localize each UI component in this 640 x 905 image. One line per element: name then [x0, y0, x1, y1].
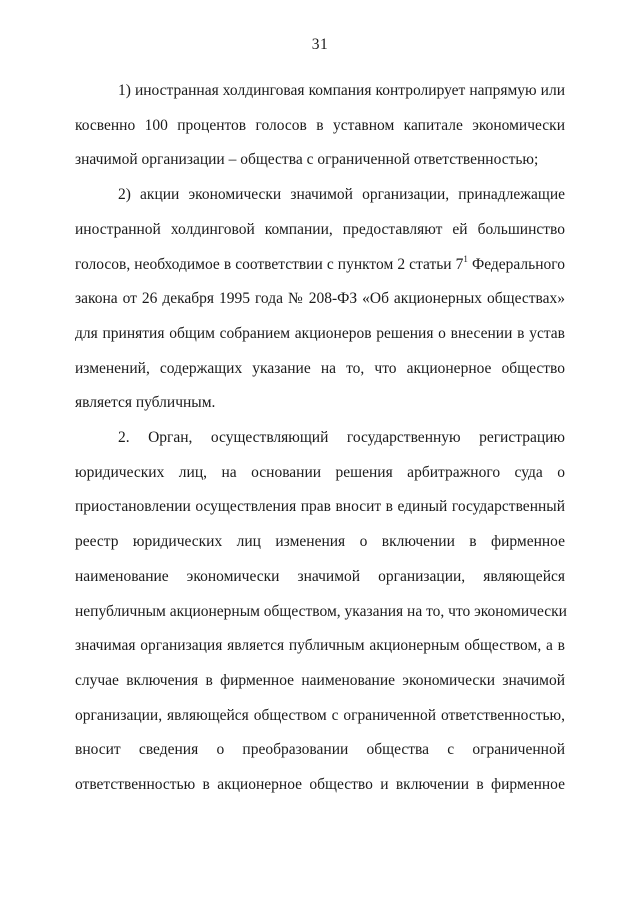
text-line: 2) акции экономически значимой организации, принадлежащие	[118, 186, 565, 204]
text-line: организации, являющейся обществом с ограниченной ответственностью,	[75, 706, 565, 724]
text-line: косвенно 100 процентов голосов в уставном капитале экономически	[75, 116, 565, 134]
document-body	[75, 74, 565, 803]
text-line: наименование экономически значимой организации, являющейся	[75, 567, 565, 585]
text-line: значимая организация является публичным акционерным обществом, а в	[75, 637, 565, 655]
paragraph-section-2	[75, 421, 565, 803]
text-line: закона от 26 декабря 1995 года № 208-ФЗ «Об акционерных обществах»	[75, 290, 565, 308]
text-line: изменений, содержащих указание на то, что акционерное общество	[75, 359, 565, 377]
text-line: значимой организации – общества с ограниченной ответственностью;	[75, 151, 539, 169]
text-line: вносит сведения о преобразовании общества с ограниченной	[75, 741, 565, 759]
paragraph-item-2	[75, 178, 565, 421]
text-fragment: голосов, необходимое в соответствии с пунктом 2 статьи 7	[75, 255, 464, 273]
text-line: приостановлении осуществления прав вносит в единый государственный	[75, 498, 565, 516]
text-line: ответственностью в акционерное общество и включении в фирменное	[75, 776, 565, 794]
page-number: 31	[311, 36, 329, 53]
text-line-with-superscript	[75, 248, 565, 283]
text-fragment: Федерального	[467, 255, 565, 273]
text-line: 2. Орган, осуществляющий государственную регистрацию	[118, 429, 565, 447]
text-line: юридических лиц, на основании решения арбитражного суда о	[75, 463, 565, 481]
superscript: 1	[463, 253, 468, 264]
text-line: для принятия общим собранием акционеров решения о внесении в устав	[75, 324, 565, 342]
paragraph-item-1	[75, 74, 565, 178]
text-line: 1) иностранная холдинговая компания контролирует напрямую или	[118, 82, 565, 99]
text-line: иностранной холдинговой компании, предоставляют ей большинство	[75, 220, 565, 238]
text-line: реестр юридических лиц изменения о включении в фирменное	[75, 533, 565, 551]
text-line: непубличным акционерным обществом, указания на то, что экономически	[75, 602, 567, 620]
text-line: является публичным.	[75, 394, 216, 412]
text-line: случае включения в фирменное наименование экономически значимой	[75, 671, 565, 689]
